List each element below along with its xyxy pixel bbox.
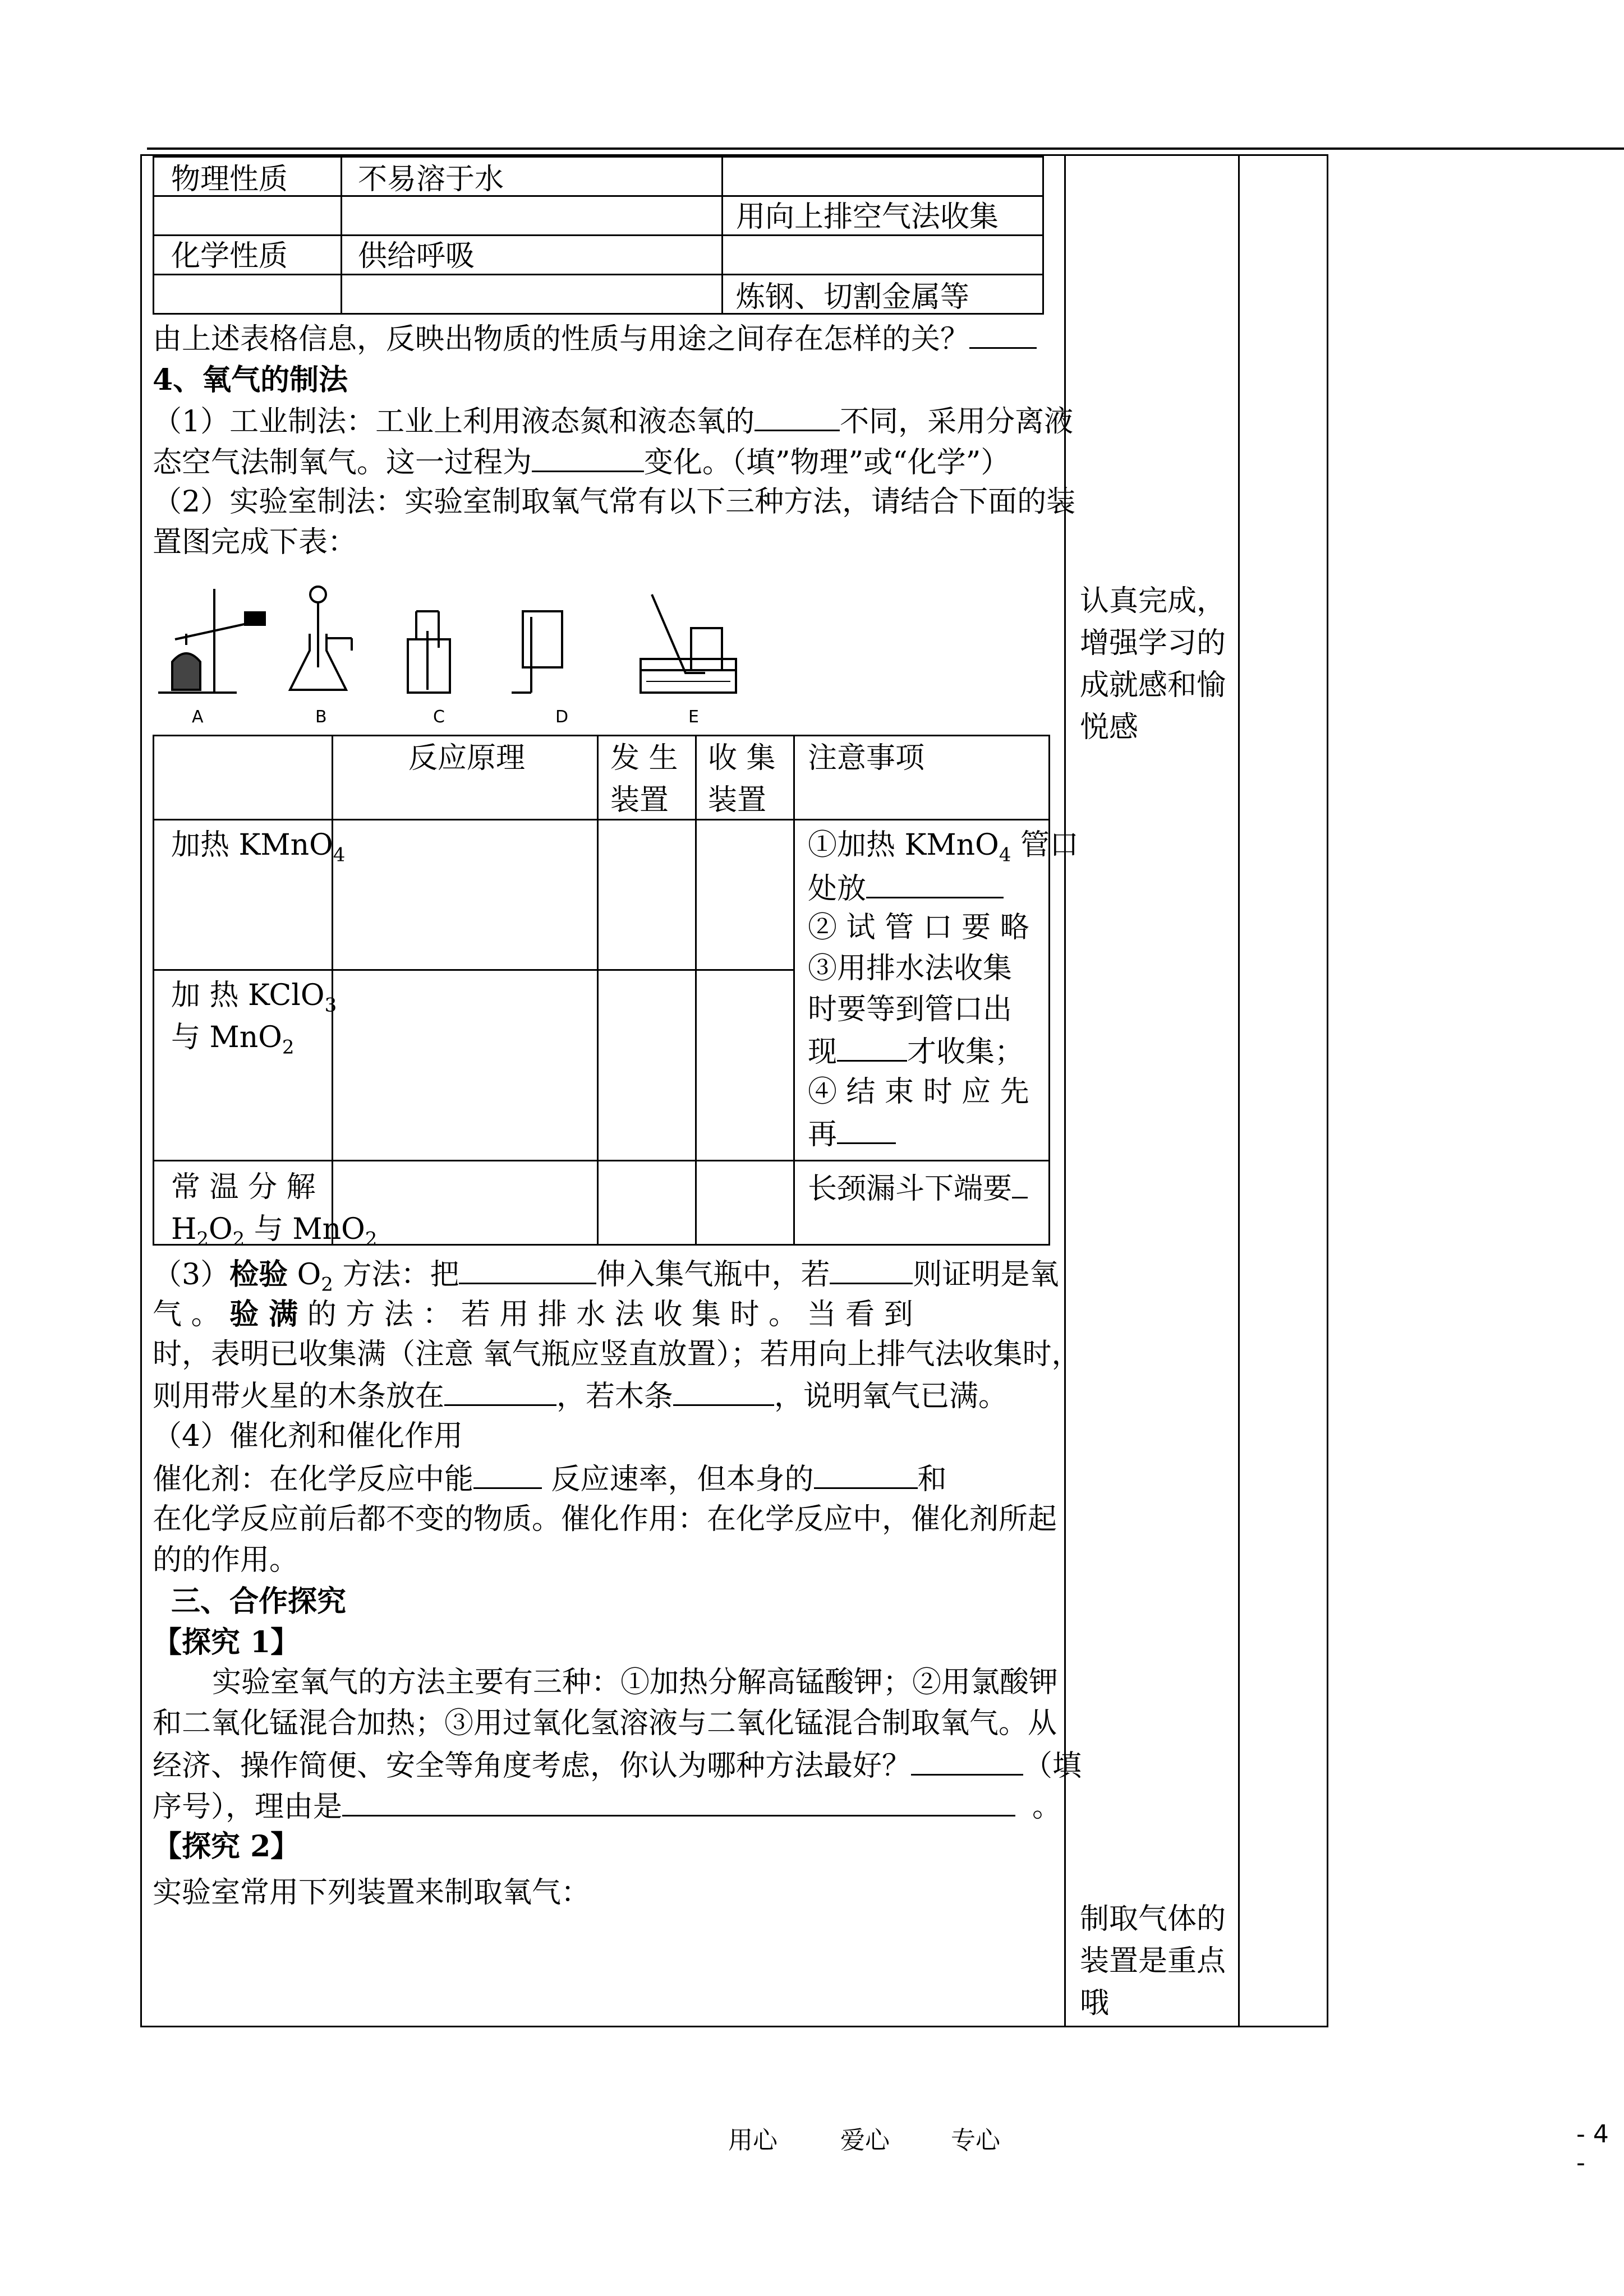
side-note-1-line2: 增强学习的 <box>1080 626 1226 660</box>
p4-a: 催化剂：在化学反应中能 <box>153 1463 474 1496</box>
p3-c: O <box>288 1258 321 1292</box>
side-note-2-line1: 制取气体的 <box>1080 1902 1226 1936</box>
p1-text-a: （1）工业制法：工业上利用液态氮和液态氧的 <box>153 405 755 439</box>
explore-1-c: 经济、操作简便、安全等角度考虑，你认为哪种方法最好？ <box>153 1749 912 1783</box>
note-3c-text-b: 才收集； <box>907 1035 1024 1069</box>
note-4b <box>808 1112 896 1156</box>
row3-text-3: 与 MnO <box>245 1212 365 1246</box>
apparatus-a-icon <box>158 589 265 693</box>
answer-blank[interactable] <box>532 440 644 472</box>
apparatus-b-icon <box>290 587 352 690</box>
note-1b-text: 处放 <box>808 872 867 906</box>
catalyst-title: （4）催化剂和催化作用 <box>153 1419 463 1453</box>
row1-label-text: 加热 KMnO <box>171 828 333 862</box>
answer-blank[interactable] <box>755 399 840 431</box>
row1-label-sub: 4 <box>333 843 346 866</box>
answer-blank[interactable] <box>969 317 1037 349</box>
note-4a: ④ 结 束 时 应 先 <box>808 1075 1029 1109</box>
lab-method-line2: 置图完成下表： <box>153 525 357 559</box>
header-generation-1: 发 生 <box>610 741 678 775</box>
footer-motto-1: 用心 <box>728 2126 778 2155</box>
header-collection-1: 收 集 <box>708 741 776 775</box>
p4-c: 和 <box>917 1463 947 1496</box>
side-note-1-line4: 悦感 <box>1080 711 1139 744</box>
relation-question-text: 由上述表格信息，反映出物质的性质与用途之间存在怎样的关？ <box>153 322 970 356</box>
p3-sub: 2 <box>321 1273 333 1296</box>
header-collection-2: 装置 <box>708 783 767 817</box>
answer-blank[interactable] <box>1012 1167 1028 1198</box>
answer-blank[interactable] <box>830 1252 913 1284</box>
note-3b: 时要等到管口出 <box>808 993 1013 1026</box>
props-physical-value: 不易溶于水 <box>358 163 504 196</box>
p3-k: 则用带火星的木条放在 <box>153 1380 445 1413</box>
explore-1-line2: 和二氧化锰混合加热；③用过氧化氢溶液与二氧化锰混合制取氧气。从 <box>153 1707 1057 1740</box>
p3-f: 则证明是氧 <box>913 1258 1059 1292</box>
p3-h: 验 满 <box>229 1297 298 1331</box>
footer-motto-3: 专心 <box>951 2126 1000 2155</box>
apparatus-label-b: B <box>315 707 327 727</box>
note-3c-text: 现 <box>808 1035 838 1069</box>
answer-blank[interactable] <box>814 1457 918 1489</box>
row3-sub-1: 2 <box>196 1228 209 1251</box>
note-1a-sub: 4 <box>999 843 1011 866</box>
lab-method-line1: （2）实验室制法：实验室制取氧气常有以下三种方法，请结合下面的装 <box>153 485 1076 519</box>
explore-1-f: 。 <box>1032 1790 1062 1824</box>
p3-b: 检验 <box>229 1257 288 1292</box>
apparatus-d-icon <box>512 611 562 693</box>
note-1b <box>808 866 1004 910</box>
note-5 <box>808 1167 1028 1210</box>
row2-label-sub-a: 3 <box>324 994 337 1017</box>
apparatus-label-c: C <box>433 707 445 727</box>
explore-1-line3 <box>153 1744 1082 1787</box>
row-h2o2-label-1: 常 温 分 解 <box>171 1170 316 1204</box>
explore-1-d: （填 <box>1023 1749 1082 1783</box>
answer-blank[interactable] <box>866 866 1004 898</box>
row3-sub-3: 2 <box>365 1228 378 1251</box>
p4-b: 反应速率，但本身的 <box>542 1463 814 1496</box>
note-1a-text: ①加热 KMnO <box>808 828 999 862</box>
apparatus-diagram <box>153 578 770 729</box>
note-4b-text: 再 <box>808 1118 838 1151</box>
header-notes: 注意事项 <box>808 741 925 775</box>
apparatus-label-d: D <box>555 707 569 727</box>
explore-1-line1: 实验室氧气的方法主要有三种：①加热分解高锰酸钾；②用氯酸钾 <box>212 1666 1059 1699</box>
p3-d: 方法：把 <box>333 1258 459 1292</box>
header-generation-2: 装置 <box>610 783 669 817</box>
note-3a: ③用排水法收集 <box>808 952 1013 985</box>
row2-label-sub-b: 2 <box>282 1036 295 1059</box>
row-kmno4-label <box>171 824 345 866</box>
p3-l: ，若木条 <box>556 1380 674 1413</box>
test-method-line2 <box>153 1293 913 1336</box>
note-1a <box>808 824 1079 866</box>
answer-blank[interactable] <box>837 1112 896 1144</box>
test-method-line4 <box>153 1374 1007 1418</box>
p3-e: 伸入集气瓶中，若 <box>596 1258 830 1292</box>
answer-blank[interactable] <box>673 1374 774 1406</box>
props-chemical-use: 炼钢、切割金属等 <box>736 280 970 314</box>
section-3-title: 三、合作探究 <box>171 1584 347 1619</box>
catalyst-line2: 在化学反应前后都不变的物质。催化作用：在化学反应中，催化剂所起 <box>153 1502 1057 1536</box>
apparatus-c-icon <box>408 611 450 693</box>
answer-blank[interactable] <box>911 1744 1023 1776</box>
p1-text-b: 不同，采用分离液 <box>840 405 1074 439</box>
test-method-line1 <box>153 1252 1059 1296</box>
catalyst-line3: 的的作用。 <box>153 1543 299 1577</box>
explore-2-line1: 实验室常用下列装置来制取氧气： <box>153 1876 591 1910</box>
props-label-chemical: 化学性质 <box>171 239 288 273</box>
section-4-title: 4、氧气的制法 <box>153 363 348 397</box>
p1-text-d: 变化。（填”物理”或“化学”） <box>644 446 1010 480</box>
column-divider-2 <box>1238 154 1240 2027</box>
relation-question <box>153 317 1037 361</box>
row-kclo3-label-2 <box>171 1017 295 1059</box>
industrial-method-line1 <box>153 399 1073 443</box>
p1-text-c: 态空气法制氧气。这一过程为 <box>153 446 532 480</box>
side-note-2-line2: 装置是重点 <box>1080 1944 1226 1978</box>
p3-a: （3） <box>153 1258 230 1292</box>
explore-1-title: 【探究 1】 <box>153 1625 300 1659</box>
explore-1-e: 序号），理由是 <box>153 1790 343 1824</box>
p3-i: 的 方 法 ： 若 用 排 水 法 收 集 时 。 当 看 到 <box>298 1298 913 1331</box>
apparatus-label-e: E <box>688 707 699 727</box>
note-2: ② 试 管 口 要 略 <box>808 911 1029 944</box>
props-label-physical: 物理性质 <box>171 163 288 196</box>
note-1a-text-b: 管口 <box>1011 828 1079 862</box>
footer-motto-2: 爱心 <box>840 2126 890 2155</box>
explore-2-title: 【探究 2】 <box>153 1829 300 1864</box>
industrial-method-line2 <box>153 440 1010 484</box>
header-principle: 反应原理 <box>408 741 526 775</box>
catalyst-line1 <box>153 1457 947 1501</box>
page-number: - 4 - <box>1576 2120 1609 2177</box>
row-h2o2-label-2 <box>171 1209 377 1251</box>
row3-text-2: O <box>209 1212 233 1246</box>
row2-label-text-a: 加 热 KClO <box>171 979 325 1012</box>
note-3c <box>808 1030 1024 1073</box>
side-note-1-line1: 认真完成， <box>1080 584 1226 618</box>
explore-1-line4 <box>153 1785 1061 1828</box>
p3-g: 气 。 <box>153 1298 230 1331</box>
answer-blank[interactable] <box>837 1030 907 1062</box>
answer-blank[interactable] <box>473 1457 542 1489</box>
row2-label-text-b: 与 MnO <box>171 1021 282 1054</box>
answer-blank[interactable] <box>342 1785 1015 1816</box>
note-5-text: 长颈漏斗下端要 <box>808 1172 1013 1206</box>
row-kclo3-label-1 <box>171 975 337 1017</box>
row3-text-1: H <box>171 1212 197 1246</box>
props-physical-use: 用向上排空气法收集 <box>736 200 999 234</box>
answer-blank[interactable] <box>459 1252 596 1284</box>
answer-blank[interactable] <box>444 1374 556 1406</box>
test-method-line3: 时，表明已收集满（注意 氧气瓶应竖直放置）；若用向上排气法收集时， <box>153 1338 1081 1371</box>
p3-m: ，说明氧气已满。 <box>774 1380 1008 1413</box>
row3-sub-2: 2 <box>232 1228 245 1251</box>
side-note-2-line3: 哦 <box>1080 1986 1110 2020</box>
header-rule <box>147 147 1624 150</box>
props-chemical-value: 供给呼吸 <box>358 239 475 273</box>
apparatus-label-a: A <box>192 707 204 727</box>
side-note-1-line3: 成就感和愉 <box>1080 668 1226 702</box>
apparatus-e-icon <box>641 594 736 693</box>
